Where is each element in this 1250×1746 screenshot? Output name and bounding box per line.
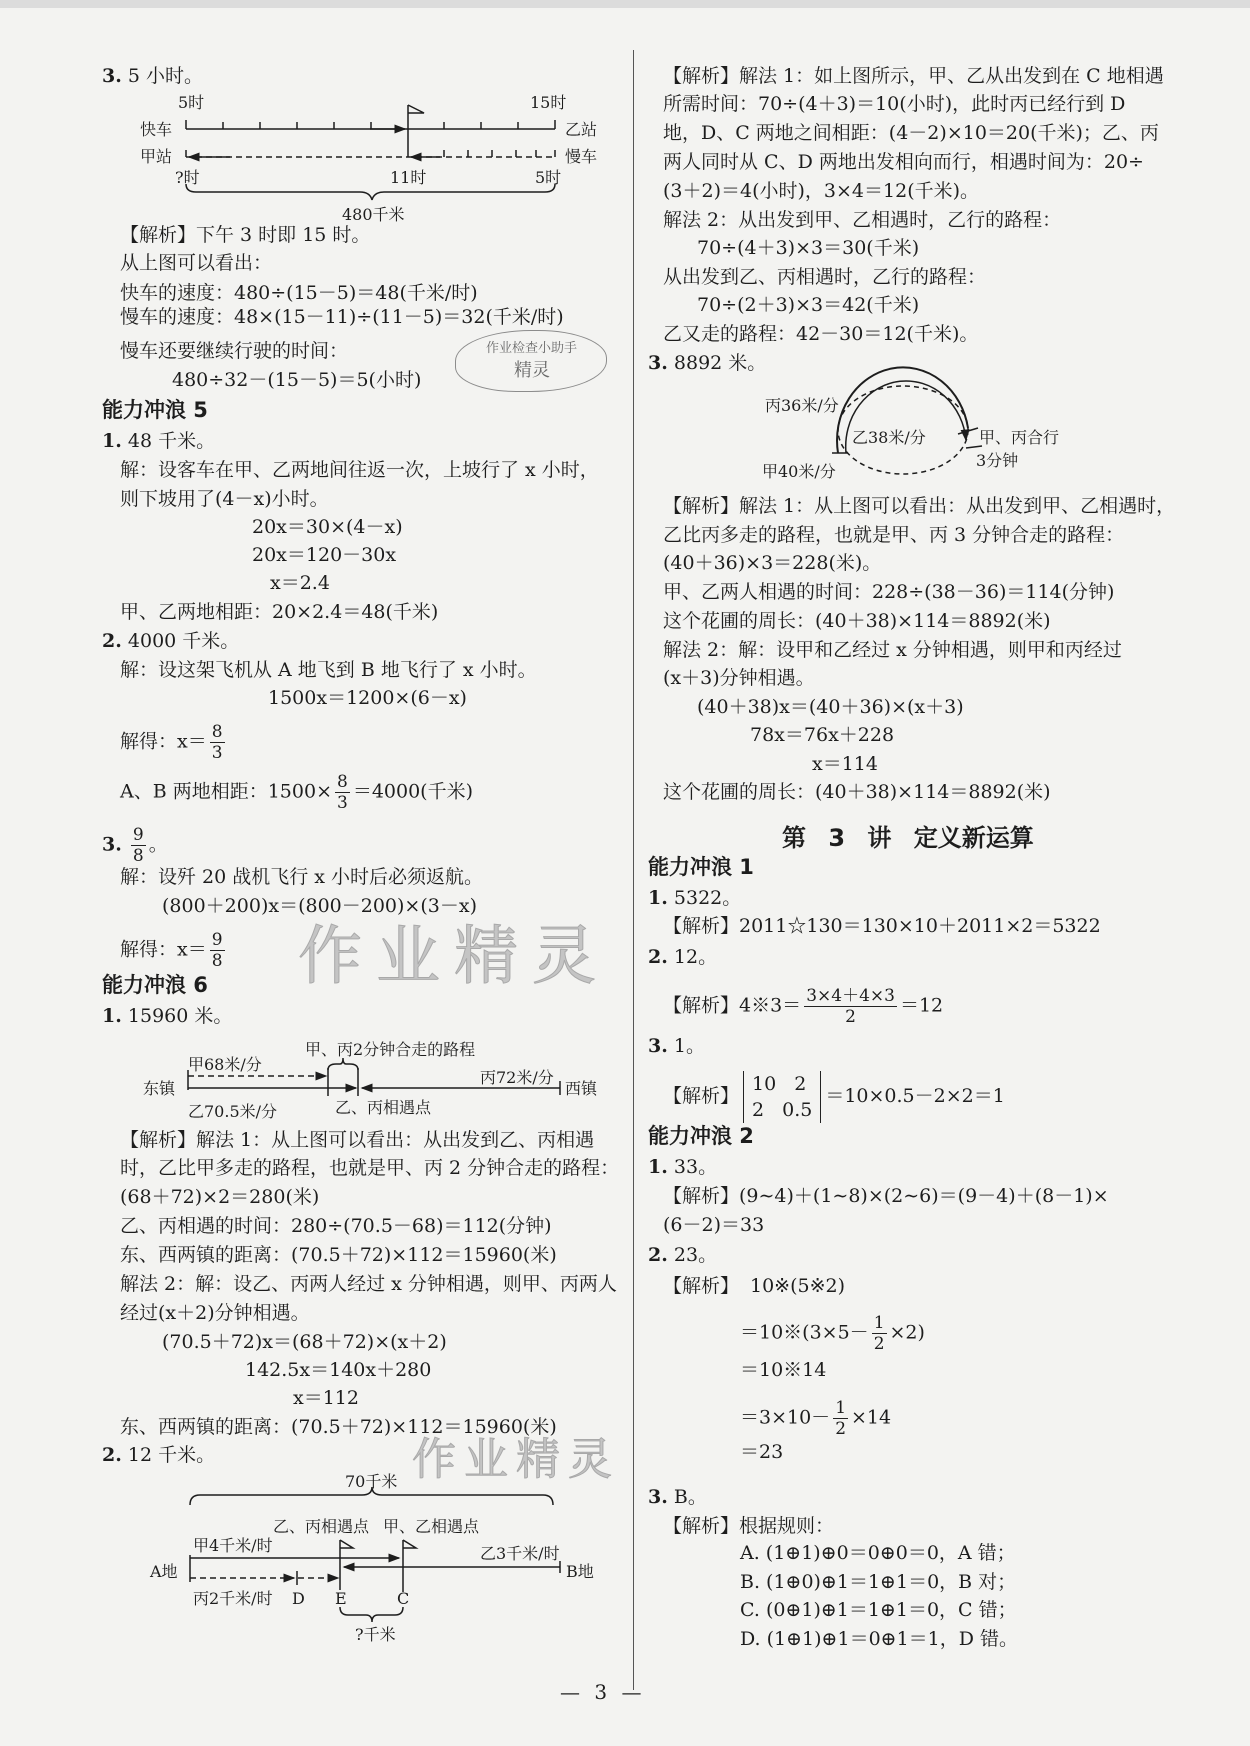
label: 慢车	[565, 147, 598, 166]
label: 东镇	[143, 1079, 176, 1098]
label: 11时	[390, 168, 427, 187]
analysis-line: 【解析】根据规则：	[663, 1515, 835, 1537]
label: 乙、丙相遇点	[335, 1098, 432, 1117]
equation: 20x＝30×(4－x)	[252, 516, 403, 538]
analysis-line: 【解析】 10 2 2 0.5 ＝10×0.5－2×2＝1	[663, 1073, 1005, 1121]
label: 乙70.5米/分	[188, 1102, 278, 1121]
fraction: $\frac{8}{3}$	[211, 722, 223, 763]
label: 5时	[535, 168, 562, 187]
scan-edge	[0, 0, 1250, 8]
determinant: 10 2 2 0.5	[743, 1071, 821, 1123]
section-heading: 能力冲浪 5	[102, 398, 208, 422]
circle-diagram	[832, 367, 982, 474]
section-heading: 能力冲浪 6	[102, 973, 208, 997]
option-line: B. (1⊕0)⊕1＝1⊕1＝0，B 对；	[740, 1571, 1017, 1593]
analysis-line: 慢车的速度：48×(15－11)÷(11－5)＝32(千米/时)	[120, 306, 564, 328]
label: 乙3千米/时	[480, 1544, 560, 1563]
analysis-line: 这个花圃的周长：(40＋38)×114＝8892(米)	[663, 610, 1051, 632]
analysis-line: 【解析】(9∼4)＋(1∼8)×(2∼6)＝(9－4)＋(8－1)×	[663, 1185, 1109, 1207]
analysis-line: 慢车还要继续行驶的时间：	[120, 340, 349, 362]
option-line: C. (0⊕1)⊕1＝1⊕1＝0，C 错；	[740, 1599, 1017, 1621]
analysis-line: (40＋36)×3＝228(米)。	[663, 552, 882, 574]
watermark: 作业精灵	[412, 1434, 620, 1485]
label: C	[397, 1589, 410, 1608]
analysis-line: (x＋3)分钟相遇。	[663, 667, 815, 689]
watermark: 作业精灵	[298, 920, 610, 994]
answer-1: 1. 48 千米。	[102, 430, 216, 452]
answer-3: 3. 5 小时。	[102, 65, 204, 87]
answer-2: 2. 23。	[648, 1244, 718, 1266]
answer-2: 2. 12。	[648, 946, 718, 968]
analysis-line: 乙又走的路程：42－30＝12(千米)。	[663, 323, 979, 345]
label: 甲、乙相遇点	[383, 1517, 480, 1536]
label: 甲4千米/时	[193, 1536, 273, 1555]
solution-line: 则下坡用了(4－x)小时。	[120, 488, 329, 510]
solution-line: 解：设客车在甲、乙两地间往返一次，上坡行了 x 小时，	[120, 459, 599, 481]
fraction: $\frac{1}{2}$	[873, 1313, 885, 1354]
analysis-line: 【解析】解法 1：从上图可以看出：从出发到甲、乙相遇时，	[663, 495, 1176, 517]
solution-line: 解得：x＝ $\frac{9}{8}$	[120, 930, 223, 971]
label: 甲68米/分	[188, 1055, 262, 1074]
analysis-line: 两人同时从 C、D 两地出发相向而行，相遇时间为：20÷	[663, 151, 1144, 173]
equation: 10※(5※2)	[750, 1275, 846, 1297]
option-line: D. (1⊕1)⊕1＝0⊕1＝1，D 错。	[740, 1628, 1019, 1650]
section-heading: 能力冲浪 2	[648, 1124, 754, 1148]
analysis-line: 解法 2：从出发到甲、乙相遇时，乙行的路程：	[663, 209, 1062, 231]
analysis-line: 从上图可以看出：	[120, 252, 273, 274]
label: 乙、丙相遇点	[273, 1517, 370, 1536]
analysis-line: 乙、丙相遇的时间：280÷(70.5－68)＝112(分钟)	[120, 1215, 552, 1237]
equation: 20x＝120－30x	[252, 544, 397, 566]
label: 3分钟	[976, 451, 1019, 470]
equation: (800＋200)x＝(800－200)×(3－x)	[162, 895, 477, 917]
train-diagram	[186, 105, 555, 200]
brace	[340, 1607, 403, 1622]
analysis-line: 【解析】下午 3 时即 15 时。	[120, 224, 371, 246]
equation: 70÷(4＋3)×3＝30(千米)	[697, 237, 920, 259]
answer-3: 3. 1。	[648, 1035, 705, 1057]
answer-2: 2. 12 千米。	[102, 1444, 216, 1466]
analysis-line: (68＋72)×2＝280(米)	[120, 1186, 320, 1208]
analysis-line: 解法 2：解：设乙、丙两人经过 x 分钟相遇，则甲、丙两人	[120, 1273, 617, 1295]
towns-diagram	[188, 1058, 560, 1096]
label: 丙2千米/时	[193, 1589, 273, 1608]
equation: 70÷(2＋3)×3＝42(千米)	[697, 294, 920, 316]
option-line: A. (1⊕1)⊕0＝0⊕0＝0，A 错；	[740, 1542, 1016, 1564]
label: 甲40米/分	[762, 462, 836, 481]
stamp-text: 作业检查小助手	[486, 341, 578, 356]
analysis-line: 甲、乙两人相遇的时间：228÷(38－36)＝114(分钟)	[663, 581, 1115, 603]
analysis-line: 经过(x＋2)分钟相遇。	[120, 1302, 310, 1324]
brace	[328, 1058, 358, 1070]
answer-3: 3. 8892 米。	[648, 352, 767, 374]
analysis-line: 从出发到乙、丙相遇时，乙行的路程：	[663, 266, 987, 288]
analysis-line: 这个花圃的周长：(40＋38)×114＝8892(米)	[663, 781, 1051, 803]
label: 快车	[140, 120, 173, 139]
fraction: $\frac{9}{8}$	[211, 930, 223, 971]
solution-line: 解：设歼 20 战机飞行 x 小时后必须返航。	[120, 866, 484, 888]
equation: x＝2.4	[270, 572, 330, 594]
answer-3: 3. B。	[648, 1486, 707, 1508]
label: 5时	[178, 93, 205, 112]
analysis-line: 480÷32－(15－5)＝5(小时)	[172, 369, 422, 391]
analysis-line: 地，D、C 两地之间相距：(4－2)×10＝20(千米)；乙、丙	[663, 122, 1159, 144]
solution-line: A、B 两地相距：1500× $\frac{8}{3}$ ＝4000(千米)	[120, 772, 474, 813]
equation: 142.5x＝140x＋280	[245, 1359, 432, 1381]
analysis-line: (6－2)＝33	[663, 1214, 765, 1236]
analysis-line: 乙比丙多走的路程，也就是甲、丙 3 分钟合走的路程：	[663, 524, 1125, 546]
solution-line: 解得：x＝ $\frac{8}{3}$	[120, 722, 223, 763]
page-number: — 3 —	[560, 1680, 646, 1704]
analysis-line: 【解析】解法 1：从上图可以看出：从出发到乙、丙相遇	[120, 1129, 595, 1151]
road-diagram	[190, 1487, 560, 1622]
analysis-line: (3＋2)＝4(小时)，3×4＝12(千米)。	[663, 180, 980, 202]
answer-2: 2. 4000 千米。	[102, 630, 240, 652]
fraction: $\frac{1}{2}$	[835, 1398, 847, 1439]
brace	[186, 184, 555, 200]
equation: ＝23	[740, 1441, 784, 1463]
label: A地	[150, 1562, 178, 1581]
stamp	[455, 330, 607, 392]
analysis-line: 所需时间：70÷(4＋3)＝10(小时)，此时丙已经行到 D	[663, 93, 1126, 115]
equation: (40＋38)x＝(40＋36)×(x＋3)	[697, 696, 964, 718]
analysis-line: 东、西两镇的距离：(70.5＋72)×112＝15960(米)	[120, 1244, 557, 1266]
equation: (70.5＋72)x＝(68＋72)×(x＋2)	[162, 1331, 447, 1353]
equation: x＝114	[812, 753, 878, 775]
equation: ＝10※14	[740, 1359, 827, 1381]
analysis-line: 东、西两镇的距离：(70.5＋72)×112＝15960(米)	[120, 1416, 557, 1438]
section-heading: 能力冲浪 1	[648, 855, 754, 879]
analysis-label: 【解析】	[663, 1275, 740, 1297]
answer-1: 1. 5322。	[648, 887, 742, 909]
label: 乙站	[565, 120, 598, 139]
analysis-line: 快车的速度：480÷(15－5)＝48(千米/时)	[120, 282, 478, 304]
fraction: $\frac{9}{8}$	[132, 825, 144, 866]
label: B地	[566, 1562, 594, 1581]
label: 70千米	[345, 1472, 398, 1491]
label: 乙38米/分	[852, 428, 926, 447]
equation: 1500x＝1200×(6－x)	[268, 687, 467, 709]
label: E	[335, 1589, 347, 1608]
analysis-line: 【解析】2011☆130＝130×10＋2011×2＝5322	[663, 915, 1101, 937]
label: 甲站	[140, 147, 173, 166]
answer-1: 1. 15960 米。	[102, 1005, 233, 1027]
solution-line: 解：设这架飞机从 A 地飞到 B 地飞行了 x 小时。	[120, 659, 537, 681]
analysis-line: 时，乙比甲多走的路程，也就是甲、丙 2 分钟合走的路程：	[120, 1157, 620, 1179]
label: D	[292, 1589, 305, 1608]
brace	[190, 1487, 553, 1505]
fraction: $\frac{3\times 4+4\times 3}{2}$	[806, 986, 895, 1027]
analysis-line: 【解析】4※3＝ $\frac{3\times 4+4\times 3}{2}$ ＝12	[663, 986, 944, 1027]
equation: ＝3×10－ $\frac{1}{2}$ ×14	[740, 1398, 892, 1439]
solution-line: 甲、乙两地相距：20×2.4＝48(千米)	[120, 601, 439, 623]
answer-1: 1. 33。	[648, 1156, 718, 1178]
label: ?时	[175, 168, 200, 187]
label: 480千米	[342, 205, 405, 224]
label: 15时	[530, 93, 567, 112]
lesson-title: 第 3 讲 定义新运算	[782, 824, 1034, 852]
fraction: $\frac{8}{3}$	[337, 772, 348, 813]
label: 甲、丙2分钟合走的路程	[305, 1040, 476, 1059]
label: 甲、丙合行	[979, 428, 1060, 447]
analysis-line: 【解析】解法 1：如上图所示，甲、乙从出发到在 C 地相遇	[663, 65, 1164, 87]
analysis-line: 解法 2：解：设甲和乙经过 x 分钟相遇，则甲和丙经过	[663, 639, 1122, 661]
label: 西镇	[565, 1079, 598, 1098]
label: 丙36米/分	[765, 396, 839, 415]
answer-3: 3. $\frac{9}{8}$ 。	[102, 825, 168, 866]
label: 丙72米/分	[480, 1068, 554, 1087]
tick-marks	[223, 122, 518, 129]
stamp-text: 精灵	[514, 360, 550, 381]
column-divider	[633, 50, 634, 1690]
equation: 78x＝76x＋228	[750, 724, 895, 746]
equation: x＝112	[293, 1387, 359, 1409]
garden-circle	[838, 386, 968, 474]
equation: ＝10※(3×5－ $\frac{1}{2}$ ×2)	[740, 1313, 925, 1354]
label: ?千米	[355, 1625, 396, 1644]
